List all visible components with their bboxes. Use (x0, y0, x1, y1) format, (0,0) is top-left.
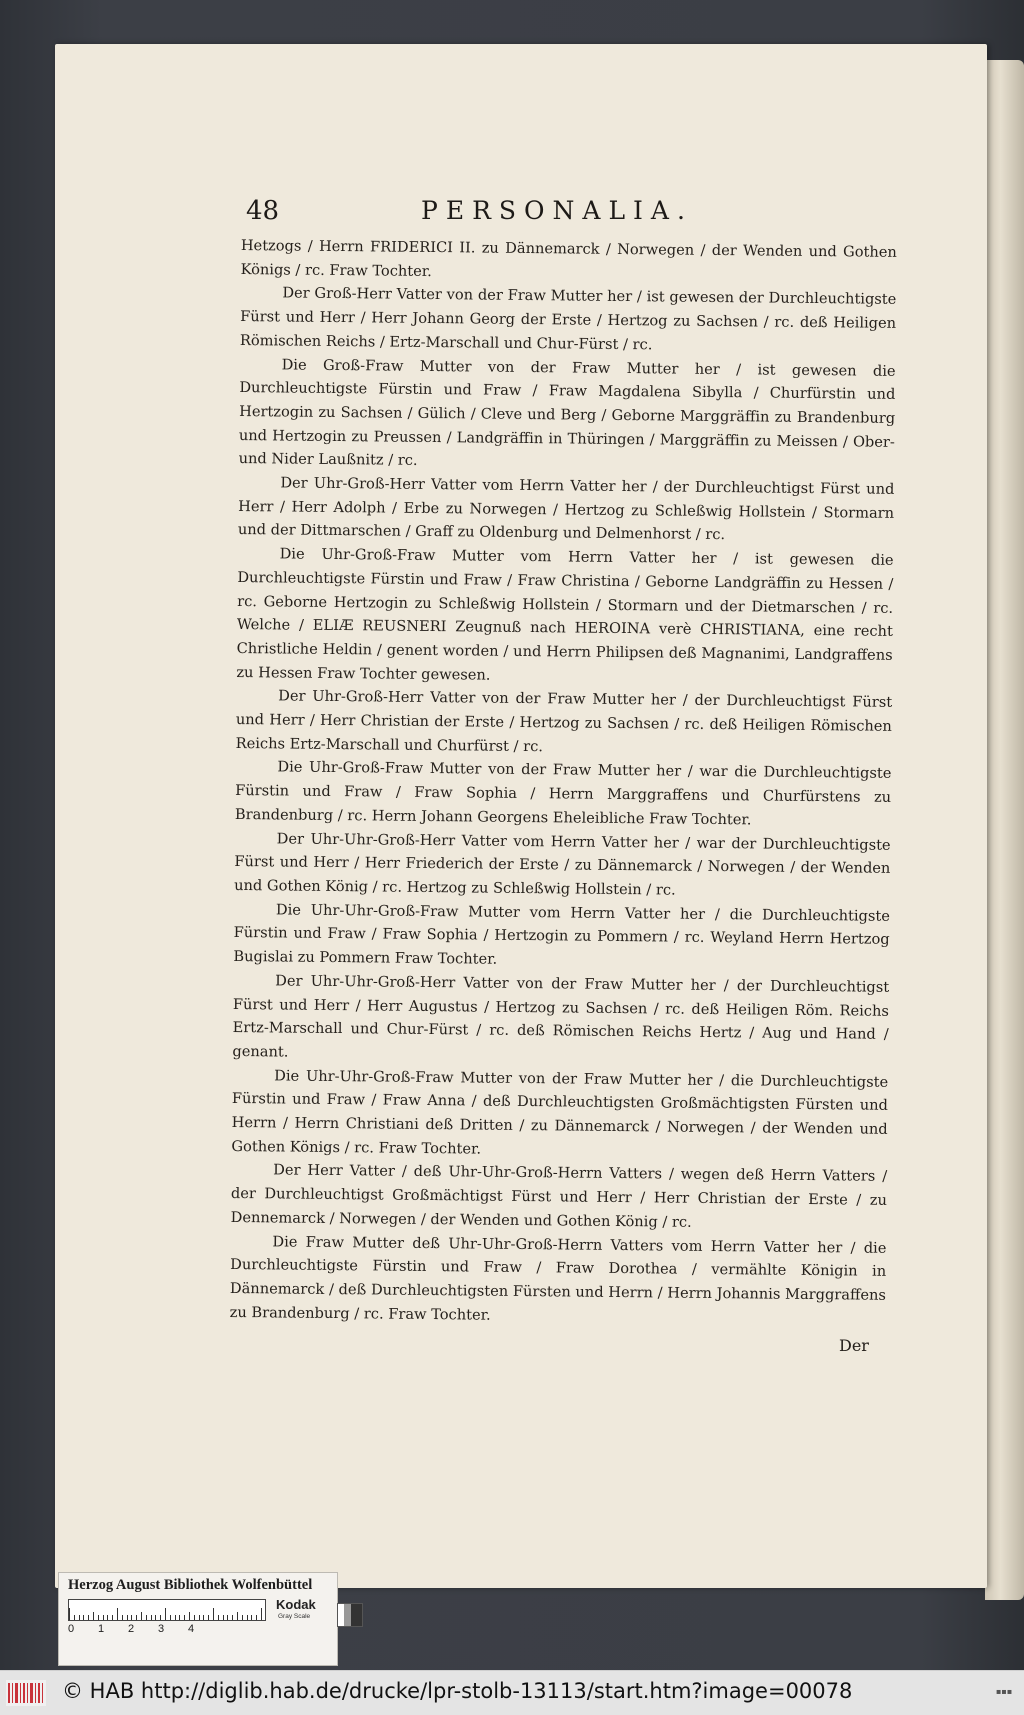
page-header (246, 196, 946, 230)
ruler-tick (199, 1615, 200, 1620)
ruler-tick (184, 1615, 185, 1620)
gray-scale-label: Gray Scale (278, 1613, 311, 1620)
ruler-tick (83, 1615, 84, 1620)
kodak-brand: Kodak (276, 1597, 316, 1612)
ruler-number: 0 (68, 1623, 75, 1635)
ruler-tick (79, 1615, 80, 1620)
paragraph: Der Herr Vatter / deß Uhr-Uhr-Groß-Herrn Vatters / wegen deß Herrn Vatters / der Durchleuchtigst Großmächtigst Fürst und Herr / Herr Christian der Erste / zu Dennemarck / Norwegen / der Wenden und Gothen König / rc. (230, 1161, 888, 1231)
ruler-number: 4 (188, 1623, 195, 1635)
page-number: 48 (246, 196, 280, 226)
ruler-tick (74, 1615, 75, 1620)
ruler-tick (175, 1615, 176, 1620)
ruler-number: 1 (98, 1623, 105, 1635)
paragraph: Die Uhr-Uhr-Groß-Fraw Mutter vom Herrn Vatter her / die Durchleuchtigste Fürstin und Fraw / Fraw Sophia / Hertzogin zu Pommern / rc. Weyland Herrn Hertzog Bugislai zu Pommern Fraw Tochter. (233, 901, 890, 968)
ruler-tick (256, 1615, 257, 1620)
ruler-tick (242, 1615, 243, 1620)
ruler-tick (93, 1612, 94, 1620)
ruler-tick (131, 1615, 132, 1620)
ruler-tick (165, 1608, 166, 1620)
ruler-tick (170, 1615, 171, 1620)
paragraph: Hetzogs / Herrn FRIDERICI II. zu Dännemarck / Norwegen / der Wenden und Gothen Königs / rc. Fraw Tochter. (240, 236, 897, 280)
viewer-footer (0, 1670, 1024, 1715)
ruler-tick (103, 1615, 104, 1620)
ruler-tick (203, 1615, 204, 1620)
paragraph: Der Uhr-Groß-Herr Vatter von der Fraw Mutter her / der Durchleuchtigst Fürst und Herr / Herr Christian der Erste / Hertzog zu Sachsen / rc. deß Heiligen Römischen Reichs Ertz-Marschall und Churfürst / rc. (235, 687, 893, 755)
ruler-tick (247, 1615, 248, 1620)
paragraph: Der Uhr-Uhr-Groß-Herr Vatter vom Herrn Vatter her / war der Durchleuchtigste Fürst und Herr / Herr Friederich der Erste / zu Dännemarck / Norwegen / der Wenden und Gothen König / rc. Hertzog zu Schleßwig Hollstein / rc. (234, 829, 891, 899)
ruler-tick (160, 1615, 161, 1620)
ruler-tick (98, 1615, 99, 1620)
paragraph: Die Uhr-Uhr-Groß-Fraw Mutter von der Fraw Mutter her / die Durchleuchtigste Fürstin und Fraw / Fraw Anna / deß Durchleuchtigsten Großmächtigsten Fürsten und Herrn / Herrn Christiani deß Dritten / zu Dännemarck / Norwegen / der Wenden und Gothen Königs / rc. Fraw Tochter. (231, 1067, 889, 1158)
running-title: PERSONALIA. (421, 196, 693, 225)
ruler-tick (88, 1615, 89, 1620)
page-text-body (230, 234, 897, 1331)
ruler-tick (146, 1615, 147, 1620)
library-label-card (58, 1572, 338, 1666)
ruler-numbers (68, 1623, 268, 1639)
ruler-tick (189, 1612, 190, 1620)
paragraph: Der Uhr-Groß-Herr Vatter vom Herrn Vatter her / der Durchleuchtigst Fürst und Herr / Herr Adolph / Erbe zu Norwegen / Hertzog zu Schleßwig Hollstein / Stormarn und der Dittmarschen / Graff zu Oldenburg und Delmenhorst / rc. (237, 474, 895, 544)
source-url-link[interactable]: © HAB http://diglib.hab.de/drucke/lpr-stolb-13113/start.htm?image=00078 (62, 1679, 853, 1703)
ruler-tick (136, 1615, 137, 1620)
ruler-tick (194, 1615, 195, 1620)
ruler-tick (112, 1615, 113, 1620)
ruler-tick (223, 1615, 224, 1620)
ruler-tick (208, 1615, 209, 1620)
paragraph: Der Groß-Herr Vatter von der Fraw Mutter her / ist gewesen der Durchleuchtigste Fürst und Herr / Herr Johann Georg der Erste / Hertzog zu Sachsen / rc. deß Heiligen Römischen Reichs / Ertz-Marschall und Chur-Fürst / rc. (239, 284, 897, 354)
footer-extra: ▪▪▪ (996, 1687, 1013, 1696)
ruler-number: 3 (158, 1623, 165, 1635)
ruler-tick (151, 1615, 152, 1620)
ruler-tick (122, 1615, 123, 1620)
next-page-edge (985, 60, 1024, 1600)
paragraph: Die Groß-Fraw Mutter von der Fraw Mutter her / ist gewesen die Durchleuchtigste Fürstin und Fraw / Fraw Magdalena Sibylla / Churfürstin und Hertzogin zu Sachsen / Gülich / Cleve und Berg / Geborne Marggräffin zu Brandenburg und Hertzogin zu Preussen / Landgräffin in Thüringen / Marggräffin zu Meissen / Ober- und Nider Laußnitz / rc. (238, 355, 896, 470)
ruler-tick (179, 1615, 180, 1620)
catchword: Der (839, 1336, 869, 1355)
ruler-tick (232, 1615, 233, 1620)
ruler-tick (261, 1608, 262, 1620)
paragraph: Die Uhr-Groß-Fraw Mutter von der Fraw Mutter her / war die Durchleuchtigste Fürstin und Fraw / Fraw Sophia / Herrn Marggraffens und Churfürstens zu Brandenburg / rc. Herrn Johann Georgens Eheleibliche Fraw Tochter. (234, 758, 892, 829)
ruler-tick (107, 1615, 108, 1620)
ruler-tick (117, 1608, 118, 1620)
ruler-number: 2 (128, 1623, 135, 1635)
paragraph: Der Uhr-Uhr-Groß-Herr Vatter von der Fraw Mutter her / der Durchleuchtigst Fürst und Herr / Herr Augustus / Hertzog zu Sachsen / rc. deß Heiligen Röm. Reichs Ertz-Marschall und Chur-Fürst / rc. deß Römischen Reichs Hertz / Aug und Hand / genant. (232, 972, 890, 1061)
ruler-tick (213, 1608, 214, 1620)
library-name: Herzog August Bibliothek Wolfenbüttel (68, 1577, 313, 1593)
gray-scale-patch (337, 1603, 363, 1627)
scale-ruler (68, 1599, 266, 1621)
ruler-tick (155, 1615, 156, 1620)
ruler-tick (69, 1608, 70, 1620)
barcode-icon (6, 1680, 46, 1706)
ruler-tick (141, 1612, 142, 1620)
ruler-tick (127, 1615, 128, 1620)
ruler-tick (251, 1615, 252, 1620)
ruler-tick (237, 1612, 238, 1620)
paragraph: Die Fraw Mutter deß Uhr-Uhr-Groß-Herrn Vatters vom Herrn Vatter her / die Durchleuchtigste Fürstin und Fraw / Fraw Dorothea / vermählte Königin in Dännemarck / deß Durchleuchtigsten Fürsten und Herrn / Herrn Johannis Marggraffens zu Brandenburg / rc. Fraw Tochter. (229, 1232, 887, 1324)
ruler-tick (218, 1615, 219, 1620)
ruler-tick (227, 1615, 228, 1620)
paragraph: Die Uhr-Groß-Fraw Mutter vom Herrn Vatter her / ist gewesen die Durchleuchtigste Fürstin und Fraw / Fraw Christina / Geborne Landgräffin zu Hessen / rc. Geborne Hertzogin zu Schleßwig Hollstein / Stormarn und der Dietmarschen / rc. Welche / ELIÆ REUSNERI Zeugnuß nach HEROINA verè CHRISTIANA, eine recht Christliche Heldin / genent worden / und Herrn Philipsen deß Magnanimi, Landgraffens zu Hessen Fraw Tochter gewesen. (236, 545, 894, 684)
